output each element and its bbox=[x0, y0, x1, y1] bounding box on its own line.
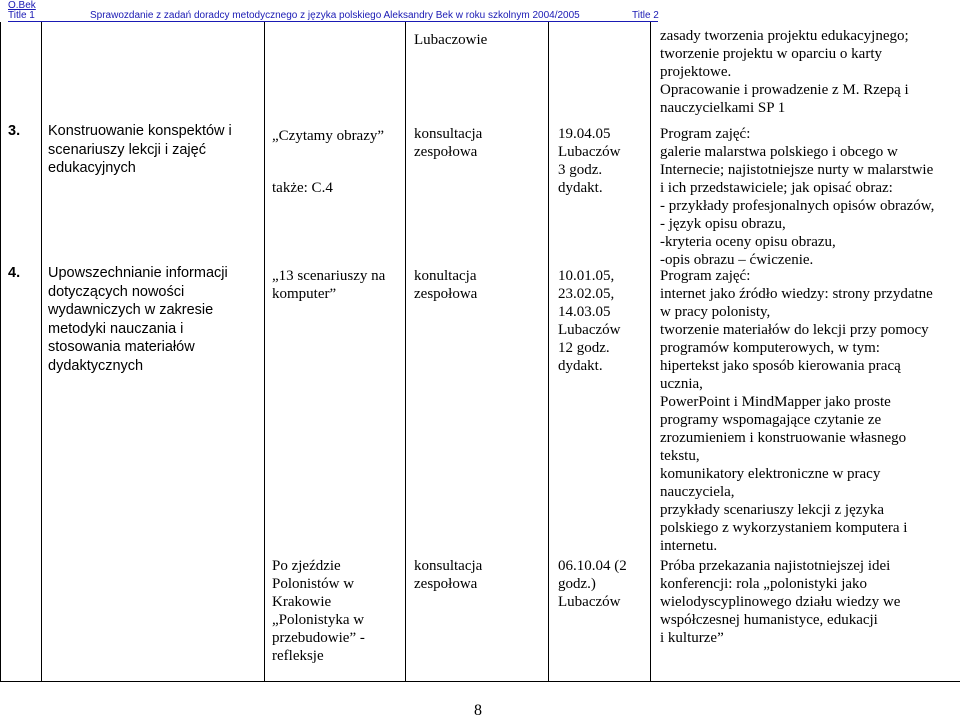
table-border-left bbox=[0, 22, 1, 681]
table-column-divider bbox=[548, 22, 549, 681]
activity-date: 10.01.05, 23.02.05, 14.03.05 Lubaczów 12 godz. dydakt. bbox=[558, 268, 621, 374]
activity-form: konultacja zespołowa bbox=[414, 268, 478, 302]
activity-form: konsultacja zespołowa bbox=[414, 558, 483, 592]
table-column-divider bbox=[405, 22, 406, 681]
activity-description: Próba przekazania najistotniejszej idei konferencji: rola „polonistyki jako wielodyscyplinowego działu wiedzy we współczesnej humanistyce, edukacji i kulturze” bbox=[660, 558, 901, 646]
activity-title: „13 scenariuszy na komputer” bbox=[272, 268, 386, 302]
activity-title: „Czytamy obrazy” także: C.4 bbox=[272, 128, 385, 196]
page-number: 8 bbox=[474, 702, 482, 719]
activity-date: 19.04.05 Lubaczów 3 godz. dydakt. bbox=[558, 126, 621, 196]
header-title-left: Title 1 bbox=[8, 10, 35, 21]
header-rule bbox=[8, 21, 658, 22]
activity-date: 06.10.04 (2 godz.) Lubaczów bbox=[558, 558, 627, 610]
header-center-title: Sprawozdanie z zadań doradcy metodycznego z języka polskiego Aleksandry Bek w roku szkolnym 2004/2005 bbox=[90, 10, 580, 21]
activity-form: konsultacja zespołowa bbox=[414, 126, 483, 160]
table-column-divider bbox=[264, 22, 265, 681]
table-column-divider bbox=[650, 22, 651, 681]
table-border-bottom bbox=[0, 681, 960, 682]
header-org: O.Bek bbox=[8, 0, 36, 11]
task-name: Konstruowanie konspektów i scenariuszy lekcji i zajęć edukacyjnych bbox=[48, 123, 232, 177]
description-continuation: zasady tworzenia projektu edukacyjnego; tworzenie projektu w oparciu o karty projektowe. Opracowanie i prowadzenie z M. Rzepą i nauczycielkami SP 1 bbox=[660, 28, 909, 116]
venue-continuation: Lubaczowie bbox=[414, 32, 488, 48]
table-column-divider bbox=[41, 22, 42, 681]
activity-title: Po zjeździe Polonistów w Krakowie „Polonistyka w przebudowie” - refleksje bbox=[272, 558, 365, 664]
activity-description: Program zajęć: internet jako źródło wiedzy: strony przydatne w pracy polonisty, tworzenie materiałów do lekcji przy pomocy programów komputerowych, w tym: hipertekst jako sposób kierowania pracą ucznia, PowerPoint i MindMapper jako proste programy wspomagające czytanie ze zrozumieniem i konstruowanie własnego tekstu, komunikatory elektroniczne w pracy nauczyciela, przykłady scenariuszy lekcji z języka polskiego z wykorzystaniem komputera i internetu. bbox=[660, 268, 933, 554]
row-number: 4. bbox=[8, 265, 21, 281]
header-title-right: Title 2 bbox=[632, 10, 659, 21]
task-name: Upowszechnianie informacji dotyczących nowości wydawniczych w zakresie metodyki nauczania i stosowania materiałów dydaktycznych bbox=[48, 265, 228, 374]
page-header bbox=[8, 0, 960, 22]
row-number: 3. bbox=[8, 123, 21, 139]
activity-description: Program zajęć: galerie malarstwa polskiego i obcego w Internecie; najistotniejsze nurty w malarstwie i ich przedstawiciele; jak opisać obraz: - przykłady profesjonalnych opisów obrazów, - język opisu obrazu, -kryteria oceny opisu obrazu, -opis obrazu – ćwiczenie. bbox=[660, 126, 935, 268]
